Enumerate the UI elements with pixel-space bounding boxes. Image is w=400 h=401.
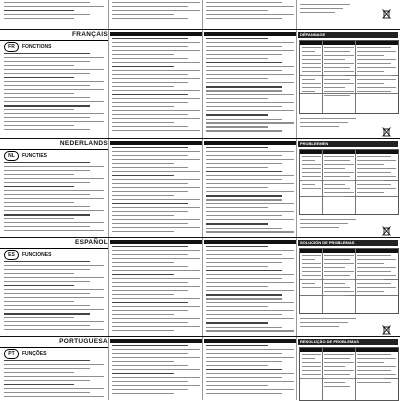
instructions-text [112, 147, 200, 235]
black-heading [110, 339, 202, 343]
spec-block [300, 318, 356, 332]
functions-label: FUNCTIES [22, 152, 47, 159]
lang-header [0, 338, 108, 348]
instructions-text [112, 246, 200, 334]
functions-label: FUNCIONES [22, 251, 52, 258]
crossed-bin-icon [382, 322, 391, 332]
spec-block [300, 118, 356, 132]
instructions-text [112, 345, 200, 400]
black-heading [204, 32, 296, 36]
lang-name: FRANÇAIS [72, 31, 108, 38]
section-fr [0, 30, 400, 138]
instructions-text [206, 147, 294, 235]
instructions-text [206, 345, 294, 400]
lang-code-badge: FR [4, 42, 19, 52]
troubleshoot-table [299, 347, 399, 401]
black-heading [110, 240, 202, 244]
lang-name: NEDERLANDS [59, 140, 108, 147]
lang-code-badge: PT [4, 349, 19, 359]
spec-block [300, 219, 356, 233]
functions-label: FUNÇÕES [22, 350, 47, 357]
text-block [206, 2, 294, 24]
lang-name: PORTUGUESA [59, 338, 108, 345]
functions-header [4, 250, 51, 259]
troubleshoot-table [299, 149, 399, 215]
instructions-text [206, 246, 294, 334]
lang-header [0, 31, 108, 41]
functions-header [4, 151, 47, 160]
lang-header [0, 239, 108, 249]
crossed-bin-icon [382, 124, 391, 134]
troubleshoot-title: PROBLEEMEN [300, 141, 329, 146]
black-heading [204, 339, 296, 343]
spec-block [300, 4, 350, 18]
text-block [4, 2, 104, 24]
black-heading [110, 32, 202, 36]
troubleshoot-title: SOLUCIÓN DE PROBLEMAS [300, 240, 355, 245]
lang-code-badge: NL [4, 151, 19, 161]
black-heading [110, 141, 202, 145]
troubleshoot-table [299, 40, 399, 114]
lang-name: ESPAÑOL [74, 239, 108, 246]
troubleshoot-title: RESOLUÇÃO DE PROBLEMAS [300, 339, 359, 344]
section-es [0, 238, 400, 336]
black-heading [204, 141, 296, 145]
functions-text [4, 261, 104, 333]
crossed-bin-icon [382, 223, 391, 233]
functions-header [4, 42, 51, 51]
black-heading [204, 240, 296, 244]
instructions-text [206, 38, 294, 136]
section-nl [0, 139, 400, 237]
functions-text [4, 53, 104, 135]
functions-header [4, 349, 46, 358]
lang-header [0, 140, 108, 150]
instructions-text [112, 38, 200, 136]
lang-code-badge: ES [4, 250, 19, 260]
crossed-bin-icon [382, 6, 391, 16]
functions-text [4, 162, 104, 234]
troubleshoot-table [299, 248, 399, 314]
text-block [112, 2, 200, 24]
functions-label: FONCTIONS [22, 43, 52, 50]
troubleshoot-title: DÉPANNAGE [300, 32, 326, 37]
section-pt [0, 337, 400, 400]
functions-text [4, 360, 104, 400]
